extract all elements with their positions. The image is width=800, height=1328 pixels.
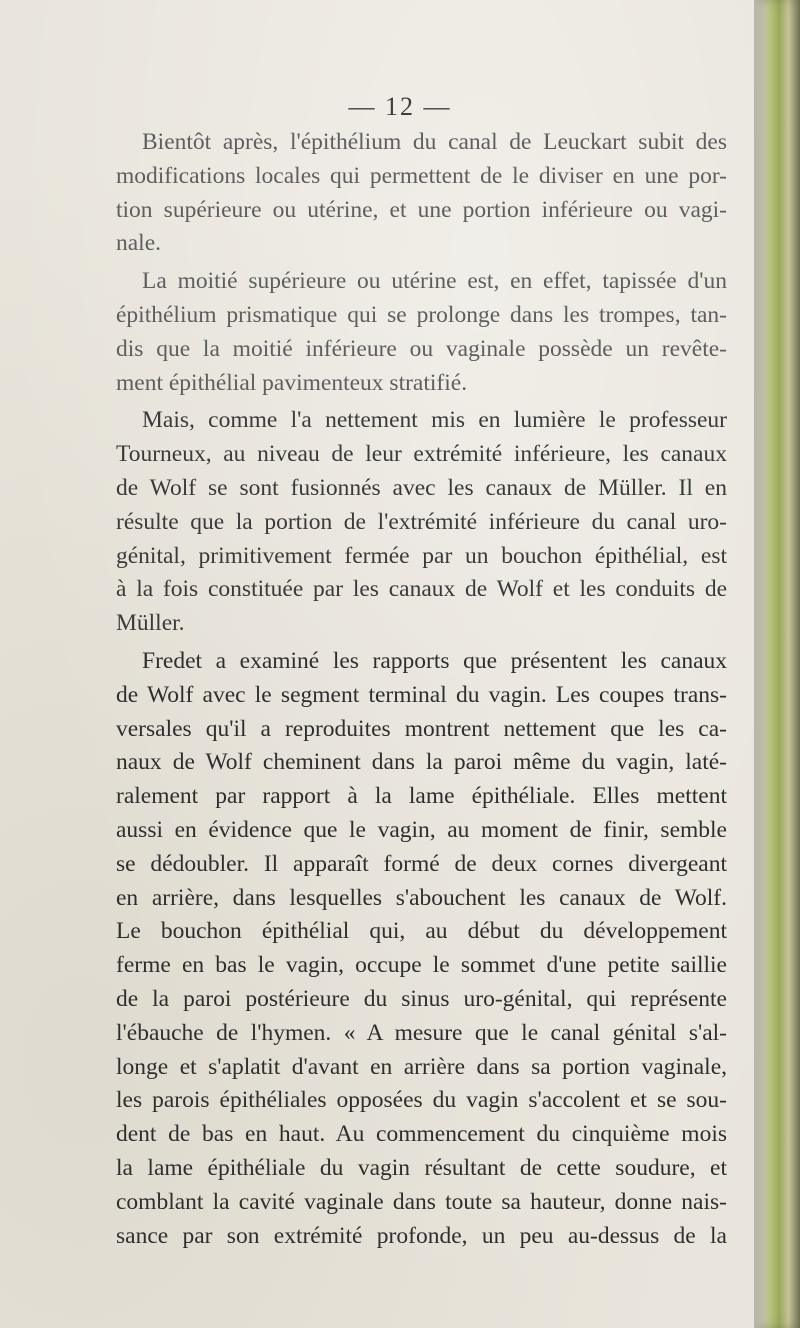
text-line: de Wolf avec le segment terminal du vagin. Les coupes trans- (116, 681, 727, 708)
paragraph (116, 265, 727, 400)
text-line: aussi en évidence que le vagin, au moment de finir, semble (116, 816, 727, 843)
text-line: versales qu'il a reproduites montrent nettement que les ca- (116, 715, 727, 742)
text-line: Müller. (116, 610, 185, 637)
text-line: Le bouchon épithélial qui, au début du développement (116, 918, 727, 945)
text-line: modifications locales qui permettent de le diviser en une por- (116, 162, 727, 189)
text-line: nale. (116, 230, 162, 257)
text-line: ralement par rapport à la lame épithéliale. Elles mettent (116, 783, 727, 810)
text-line: génital, primitivement fermée par un bouchon épithélial, est (116, 542, 727, 569)
text-line: de la paroi postérieure du sinus uro-génital, qui représente (116, 985, 727, 1012)
paragraph (116, 126, 727, 261)
text-line: longe et s'aplatit d'avant en arrière dans sa portion vaginale, (116, 1053, 727, 1080)
text-line: tion supérieure ou utérine, et une portion inférieure ou vagi- (116, 196, 727, 223)
text-line: dent de bas en haut. Au commencement du cinquième mois (116, 1121, 727, 1148)
text-line: l'ébauche de l'hymen. « A mesure que le canal génital s'al- (116, 1019, 727, 1046)
text-line: comblant la cavité vaginale dans toute sa hauteur, donne nais- (116, 1188, 727, 1215)
paragraph (116, 404, 727, 641)
text-line: Tourneux, au niveau de leur extrémité inférieure, les canaux (116, 441, 727, 468)
text-line: dis que la moitié inférieure ou vaginale possède un revête- (116, 335, 727, 362)
text-line: naux de Wolf cheminent dans la paroi même du vagin, laté- (116, 749, 727, 776)
text-line: à la fois constituée par les canaux de Wolf et les conduits de (116, 576, 727, 603)
text-line: la lame épithéliale du vagin résultant de cette soudure, et (116, 1154, 727, 1181)
text-line: La moitié supérieure ou utérine est, en effet, tapissée d'un (142, 268, 727, 295)
text-line: de Wolf se sont fusionnés avec les canaux de Müller. Il en (116, 474, 727, 501)
paragraph (116, 645, 727, 1253)
text-line: ment épithélial pavimenteux stratifié. (116, 369, 468, 396)
text-line: les parois épithéliales opposées du vagin s'accolent et se sou- (116, 1087, 727, 1114)
text-line: se dédoubler. Il apparaît formé de deux cornes divergeant (116, 850, 727, 877)
page-number: — 12 — (348, 92, 452, 121)
body-text (116, 126, 727, 1257)
text-line: Fredet a examiné les rapports que présentent les canaux (142, 647, 727, 674)
text-line: en arrière, dans lesquelles s'abouchent les canaux de Wolf. (116, 884, 727, 911)
text-line: épithélium prismatique qui se prolonge dans les trompes, tan- (116, 301, 727, 328)
page-edge-shadow (754, 0, 800, 1328)
text-line: Mais, comme l'a nettement mis en lumière le professeur (142, 407, 727, 434)
text-line: ferme en bas le vagin, occupe le sommet d'une petite saillie (116, 952, 727, 979)
text-line: sance par son extrémité profonde, un peu au-dessus de la (116, 1222, 727, 1249)
text-line: Bientôt après, l'épithélium du canal de Leuckart subit des (142, 129, 727, 155)
text-line: résulte que la portion de l'extrémité inférieure du canal uro- (116, 508, 727, 535)
